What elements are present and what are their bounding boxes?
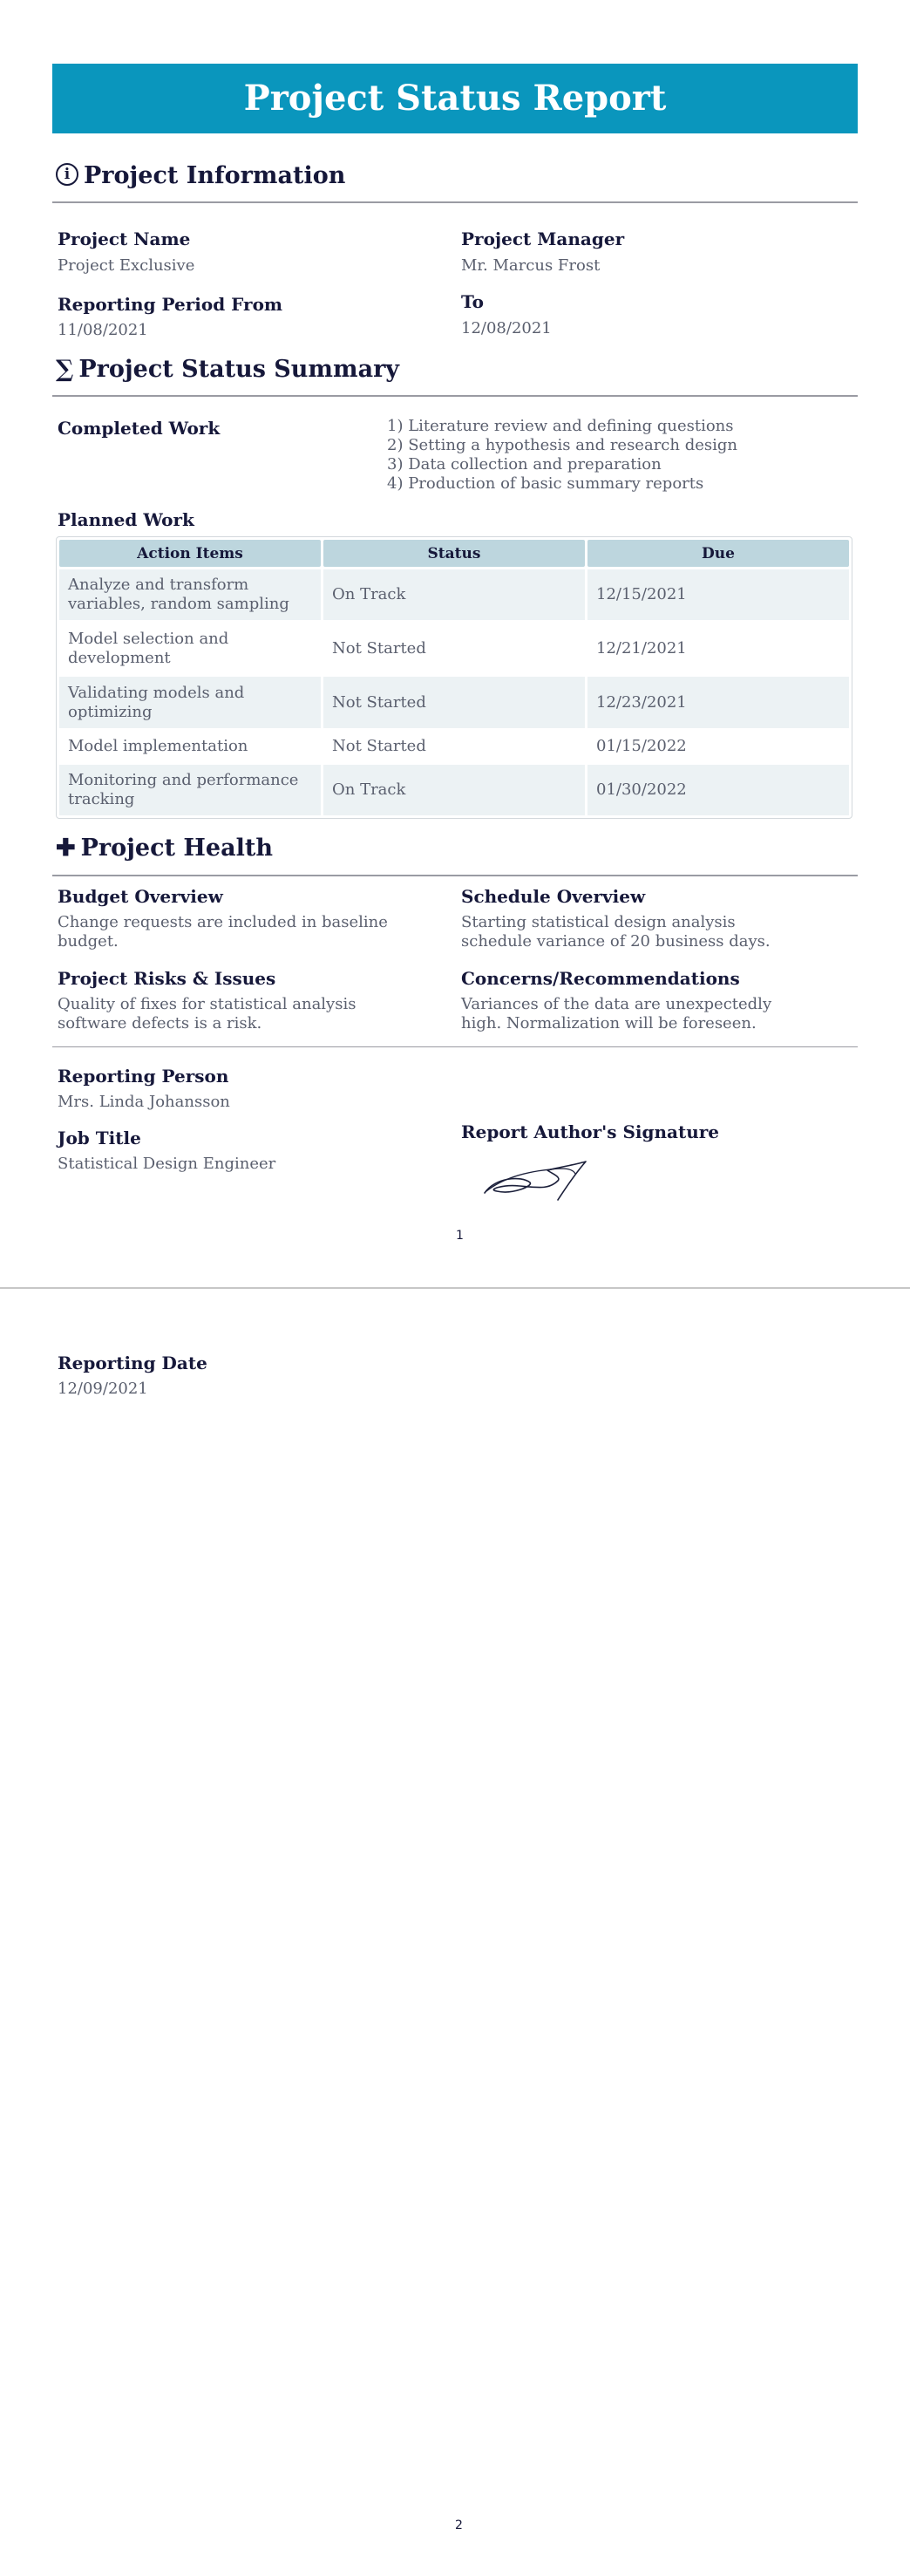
schedule-overview-label: Schedule Overview [461, 886, 646, 907]
page-number: 2 [455, 2518, 463, 2532]
project-name-label: Project Name [58, 228, 191, 249]
planned-work-table [56, 536, 852, 819]
page-number: 1 [456, 1229, 464, 1243]
reporting-person-value: Mrs. Linda Johansson [58, 1093, 230, 1111]
completed-work-label: Completed Work [58, 418, 221, 439]
list-item: 2) Setting a hypothesis and research design [387, 436, 737, 454]
budget-overview-text: Change requests are included in baseline budget. [58, 913, 388, 951]
period-from-value: 11/08/2021 [58, 321, 148, 339]
planned-work-label: Planned Work [58, 509, 194, 530]
period-to-label: To [461, 291, 484, 312]
table-cell: 12/15/2021 [587, 569, 849, 620]
concerns-label: Concerns/Recommendations [461, 968, 740, 989]
sigma-icon: ∑ [56, 356, 74, 383]
page-title: Project Status Report [52, 64, 858, 133]
risks-issues-text: Quality of fixes for statistical analysis software defects is a risk. [58, 995, 357, 1032]
table-row [59, 765, 849, 815]
author-signature [478, 1151, 600, 1210]
period-from-label: Reporting Period From [58, 294, 283, 315]
table-cell: On Track [323, 569, 585, 620]
list-item: 4) Production of basic summary reports [387, 474, 704, 493]
table-cell: Model implementation [68, 737, 248, 755]
page-break [0, 1287, 910, 1289]
table-cell: 12/23/2021 [587, 677, 849, 728]
period-to-value: 12/08/2021 [461, 319, 552, 337]
concerns-text: Variances of the data are unexpectedly high. Normalization will be foreseen. [461, 995, 772, 1032]
section-divider [52, 875, 858, 876]
job-title-value: Statistical Design Engineer [58, 1155, 276, 1173]
project-health-title: Project Health [80, 835, 273, 862]
table-row [59, 623, 849, 674]
project-manager-label: Project Manager [461, 228, 625, 249]
table-cell: Not Started [332, 638, 426, 658]
planned-work-table-wrap [56, 536, 852, 819]
completed-work-list [387, 417, 737, 494]
section-divider [52, 201, 858, 203]
risks-issues-label: Project Risks & Issues [58, 968, 276, 989]
info-circle-icon: i [56, 163, 78, 186]
signature-label: Report Author's Signature [461, 1121, 720, 1142]
project-health-heading [56, 835, 273, 862]
section-divider [52, 395, 858, 397]
status-summary-heading [56, 356, 399, 383]
schedule-overview-text: Starting statistical design analysis schedule variance of 20 business days. [461, 913, 771, 951]
list-item: 1) Literature review and defining questions [387, 417, 734, 435]
table-cell: Not Started [332, 737, 426, 755]
reporting-date-value: 12/09/2021 [58, 1380, 148, 1398]
project-manager-value: Mr. Marcus Frost [461, 256, 601, 275]
section-divider [52, 1046, 858, 1047]
column-header: Action Items [59, 540, 321, 567]
reporting-person-label: Reporting Person [58, 1066, 229, 1087]
plus-icon: ✚ [56, 835, 76, 862]
budget-overview-label: Budget Overview [58, 886, 223, 907]
table-cell: Analyze and transform variables, random sampling [59, 569, 321, 620]
table-cell: Validating models and optimizing [59, 677, 321, 728]
table-cell: Monitoring and performance tracking [59, 765, 321, 815]
table-cell: 01/30/2022 [587, 765, 849, 815]
table-header-row [59, 540, 849, 567]
reporting-date-label: Reporting Date [58, 1353, 207, 1373]
status-summary-title: Project Status Summary [78, 356, 399, 383]
project-name-value: Project Exclusive [58, 256, 195, 275]
column-header: Status [323, 540, 585, 567]
project-information-title: Project Information [84, 162, 346, 189]
column-header: Due [587, 540, 849, 567]
job-title-label: Job Title [58, 1128, 141, 1148]
table-cell: Model selection and development [68, 629, 229, 667]
table-cell: On Track [323, 765, 585, 815]
list-item: 3) Data collection and preparation [387, 455, 662, 474]
table-row [59, 677, 849, 728]
table-row [59, 731, 849, 762]
table-cell: 01/15/2022 [596, 737, 687, 755]
table-cell: Not Started [323, 677, 585, 728]
table-cell: 12/21/2021 [596, 638, 687, 658]
project-information-heading [56, 162, 345, 189]
table-row [59, 569, 849, 620]
